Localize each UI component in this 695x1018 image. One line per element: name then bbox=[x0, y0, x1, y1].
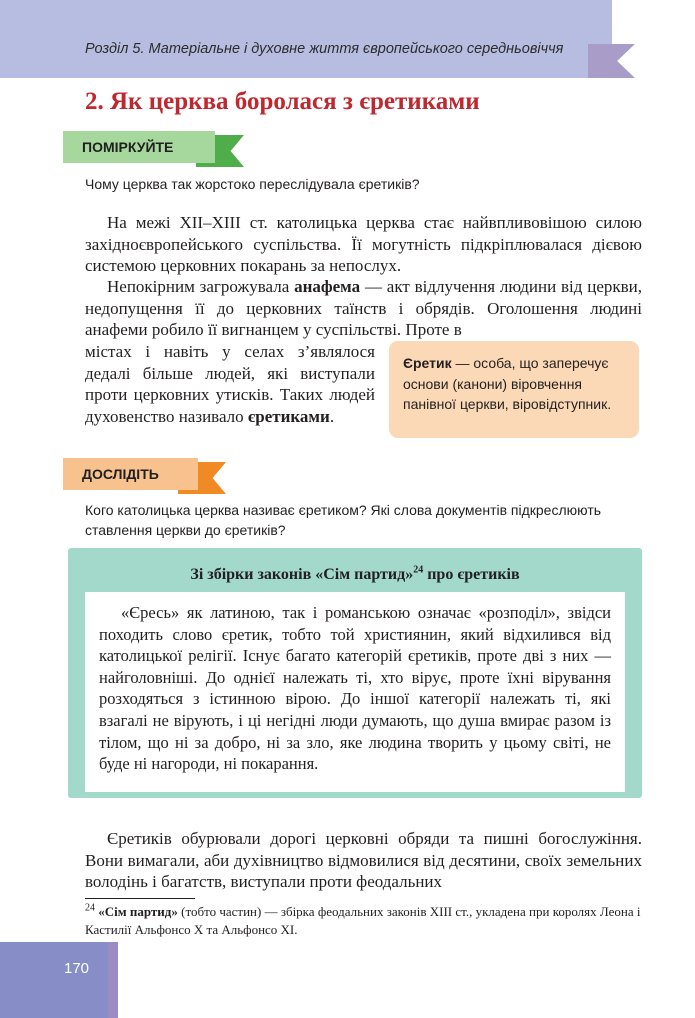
source-title-text: Зі збірки законів «Сім партид» bbox=[190, 566, 414, 583]
footnote bbox=[85, 903, 642, 939]
paragraph-2 bbox=[85, 276, 642, 341]
section-title: 2. Як церква боролася з єретиками bbox=[85, 88, 480, 115]
paragraph-2b-text: містах і навіть у селах з’являлося дедалі більше людей, які виступали проти церковних утисків. Таких людей духовенство називало bbox=[85, 342, 375, 426]
explore-label: ДОСЛІДІТЬ bbox=[63, 458, 198, 490]
paragraph-1: На межі XII–XIII ст. католицька церква стає найвпливовішою силою західноєвропейського суспільства. Її могутність підкріплювалася дієвою системою церковних покарань за непослух. bbox=[85, 213, 642, 275]
paragraph-2b-end: . bbox=[329, 406, 335, 426]
footnote-divider bbox=[85, 898, 195, 899]
term-heretics: єретиками bbox=[247, 406, 330, 426]
term-anathema: анафема bbox=[294, 277, 361, 296]
think-question: Чому церква так жорстоко переслідувала єретиків? bbox=[85, 176, 420, 192]
footnote-text: (тобто частин) — збірка феодальних законів XIII ст., укладена при королях Леона і Кастилії Альфонсо X та Альфонсо XI. bbox=[85, 904, 641, 937]
page-number-band bbox=[0, 942, 118, 1018]
page-number: 170 bbox=[64, 960, 90, 977]
chapter-header: Розділ 5. Матеріальне і духовне життя європейського середньовіччя bbox=[85, 41, 564, 57]
source-quote: «Єресь» як латиною, так і романською означає «розподіл», звідси походить слово єретик, тобто той християнин, який відхилився від католицької релігії. Існує багато категорій єретиків, проте дві з них — найголовніші. До однієї належать ті, хто вірує, проте їхні вірування розходяться з істинною вірою. До іншої категорії належать ті, які взагалі не вірують, і ці негідні люди думають, що душа вмирає разом із тілом, що ні за добро, ні за зло, яке людина творить у цьому світі, не буде ні нагороди, ні покарання. bbox=[99, 603, 611, 774]
explore-question: Кого католицька церква називає єретиком? Які слова документів підкреслюють ставлення церкви до єретиків? bbox=[85, 502, 602, 538]
paragraph-3: Єретиків обурювали дорогі церковні обряди та пишні богослужіння. Вони вимагали, аби духівництво відмовилися від десятини, своїх земельних володінь і багатств, виступали проти феодальних bbox=[85, 829, 642, 891]
header-band bbox=[0, 0, 612, 78]
footnote-term: «Сім партид» bbox=[98, 904, 178, 919]
definition-box bbox=[389, 341, 639, 438]
paragraph-2-continuation bbox=[85, 341, 375, 427]
footnote-marker: 24 bbox=[413, 564, 424, 576]
definition-term: Єретик bbox=[403, 355, 452, 371]
source-title bbox=[68, 566, 642, 584]
think-label: ПОМІРКУЙТЕ bbox=[63, 131, 215, 163]
source-document-box bbox=[68, 548, 642, 798]
page-number-band-edge bbox=[108, 942, 118, 1018]
header-ribbon-tail bbox=[588, 44, 635, 78]
definition-text: — особа, що заперечує основи (канони) віровчення панівної церкви, віровідступник. bbox=[403, 355, 612, 412]
source-title-end: про єретиків bbox=[423, 566, 520, 583]
source-text-panel bbox=[85, 592, 625, 792]
footnote-number: 24 bbox=[85, 902, 95, 914]
paragraph-2-start: Непокірним загрожувала bbox=[107, 277, 295, 296]
paragraph-2-rest: — акт відлучення людини від церкви, недопущення її до церковних таїнств і обрядів. Оголошення людині анафеми робило її вигнанцем у суспільстві. Проте в bbox=[85, 277, 642, 339]
